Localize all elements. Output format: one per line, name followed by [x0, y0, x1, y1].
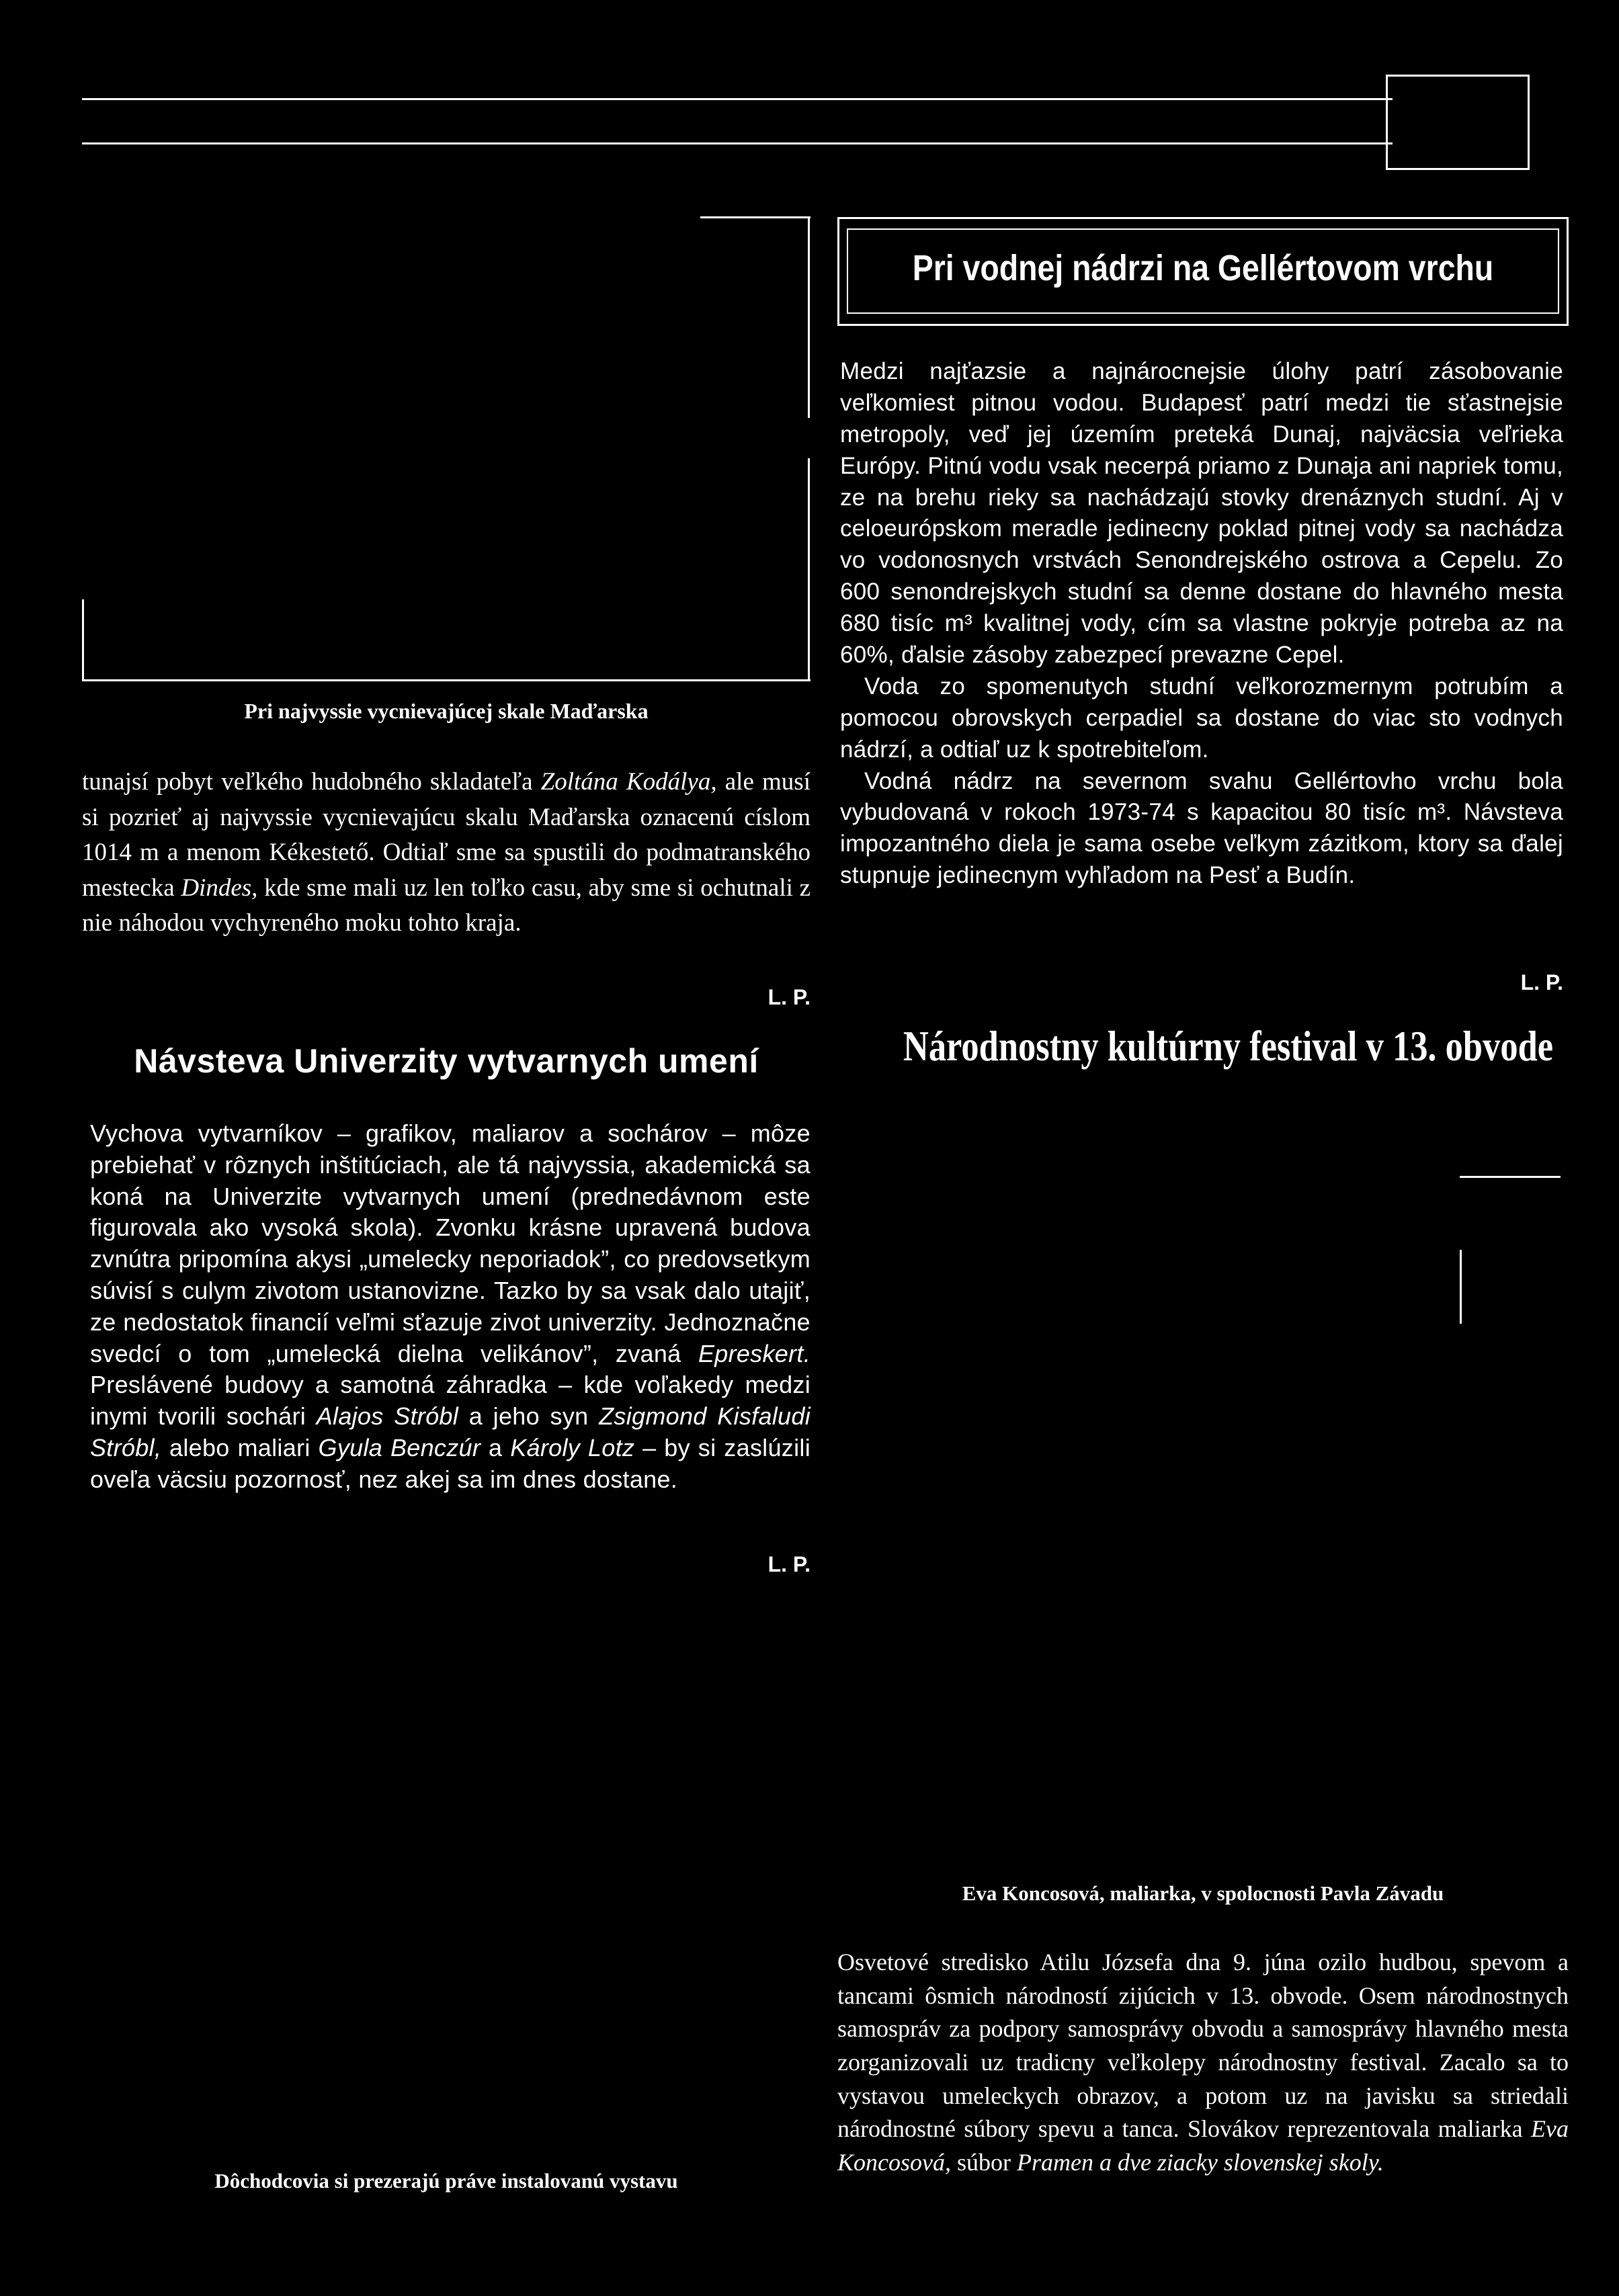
- signature-3: L. P.: [1520, 970, 1563, 994]
- photo-frame-right-top: [1460, 1176, 1561, 1178]
- university-paragraph: Vychova vytvarníkov – grafikov, maliarov a sochárov – môze prebiehať v rôznych inštitúciach, ale tá najvyssia, akademická sa koná na Univerzite vytvarnych umení (prednedávnom este figurovala ako vysoká skola). Zvonku krásne upravená budova zvnútra pripomína akysi „umelecky neporiadok”, co predovsetkym súvisí s culym zivotom ustanovizne. Tazko by sa vsak dalo utajiť, ze nedostatok financií veľmi sťazuje zivot univerzity. Jednoznačne svedcí o tom „umelecká dielna velikánov”, zvaná Epreskert. Preslávené budovy a samotná záhradka – kde voľakedy medzi inymi tvorili sochári Alajos Stróbl a jeho syn Zsigmond Kisfaludi Stróbl, alebo maliari Gyula Benczúr a Károly Lotz – by si zaslúzili oveľa väcsiu pozornosť, nez akej sa im dnes dostane.: [90, 1119, 811, 1493]
- water-article-title: Pri vodnej nádrzi na Gellértovom vrchu: [912, 248, 1494, 288]
- festival-paragraph: Osvetové stredisko Atilu Józsefa dna 9. júna ozilo hudbou, spevom a tancami ôsmich národností zijúcich v 13. obvode. Osem národnostnych samospráv za podpory samosprávy obvodu a samosprávy hlavného mesta zorganizovali uz tradicny veľkolepy národnostny festival. Zacalo sa to vystavou umeleckych obrazov, a potom uz na javisku sa striedali národnostné súbory spevu a tanca. Slovákov reprezentovala maliarka Eva Koncosová, súbor Pramen a dve ziacky slovenskej skoly.: [837, 1949, 1569, 2176]
- photo-frame-top-left: [82, 216, 811, 681]
- photo-caption-dochodcovia: Dôchodcovia si prezerajú práve instalovanú vystavu: [214, 2169, 678, 2193]
- header-rule-bottom: [82, 142, 1393, 144]
- kodaly-paragraph: tunajsí pobyt veľkého hudobného skladateľa Zoltána Kodálya, ale musí si pozrieť aj najvyssie vycnievajúcu skalu Maďarska oznacenú císlom 1014 m a menom Kékestető. Odtiaľ sme sa spustili do podmatranského mestecka Dindes, kde sme mali uz len toľko casu, aby sme si ochutnali z nie náhodou vychyreného moku tohto kraja.: [82, 768, 811, 937]
- festival-article-title: Národnostny kultúrny festival v 13. obvode: [903, 1022, 1554, 1070]
- water-paragraph-1: Medzi najťazsie a najnárocnejsie úlohy patrí zásobovanie veľkomiest pitnou vodou. Budapesť patrí medzi tie sťastnejsie metropoly, veď jej územím preteká Dunaj, najväcsia veľrieka Európy. Pitnú vodu vsak necerpá priamo z Dunaja ani napriek tomu, ze na brehu rieky sa nachádzajú stovky drenáznych studní. Aj v celoeurópskom meradle jedinecny poklad pitnej vody sa nachádza vo vodonosnych vrstvách Senondrejského ostrova a Cepelu. Zo 600 senondrejskych studní sa denne dostane do hlavného mesta 680 tisíc m³ kvalitnej vody, cím sa vlastne pokryje potreba az na 60%, ďalsie zásoby zabezpecí prevazne Cepel.: [840, 358, 1563, 669]
- university-article-title: Návsteva Univerzity vytvarnych umení: [134, 1042, 759, 1080]
- header-rule-top: [82, 98, 1393, 100]
- signature-1: L. P.: [767, 985, 811, 1009]
- photo-frame-right-side: [1460, 1250, 1462, 1324]
- water-paragraph-3: Vodná nádrz na severnom svahu Gellértovho vrchu bola vybudovaná v rokoch 1973-74 s kapacitou 80 tisíc m³. Návsteva impozantného diela je sama osebe veľkym zázitkom, ktory sa ďalej stupnuje jedinecnym vyhľadom na Pesť a Budín.: [840, 767, 1563, 889]
- photo-caption-koncosova: Eva Koncosová, maliarka, v spolocnosti Pavla Závadu: [962, 1881, 1444, 1905]
- signature-2: L. P.: [767, 1552, 811, 1576]
- page-number-box: [1386, 75, 1530, 170]
- water-paragraph-2: Voda zo spomenutych studní veľkorozmernym potrubím a pomocou obrovskych cerpadiel sa dostane do viac sto vodnych nádrzí, a odtiaľ uz k spotrebiteľom.: [840, 673, 1563, 763]
- water-article-body: [840, 356, 1563, 892]
- photo-caption-skala: Pri najvyssie vycnievajúcej skale Maďarska: [244, 699, 649, 723]
